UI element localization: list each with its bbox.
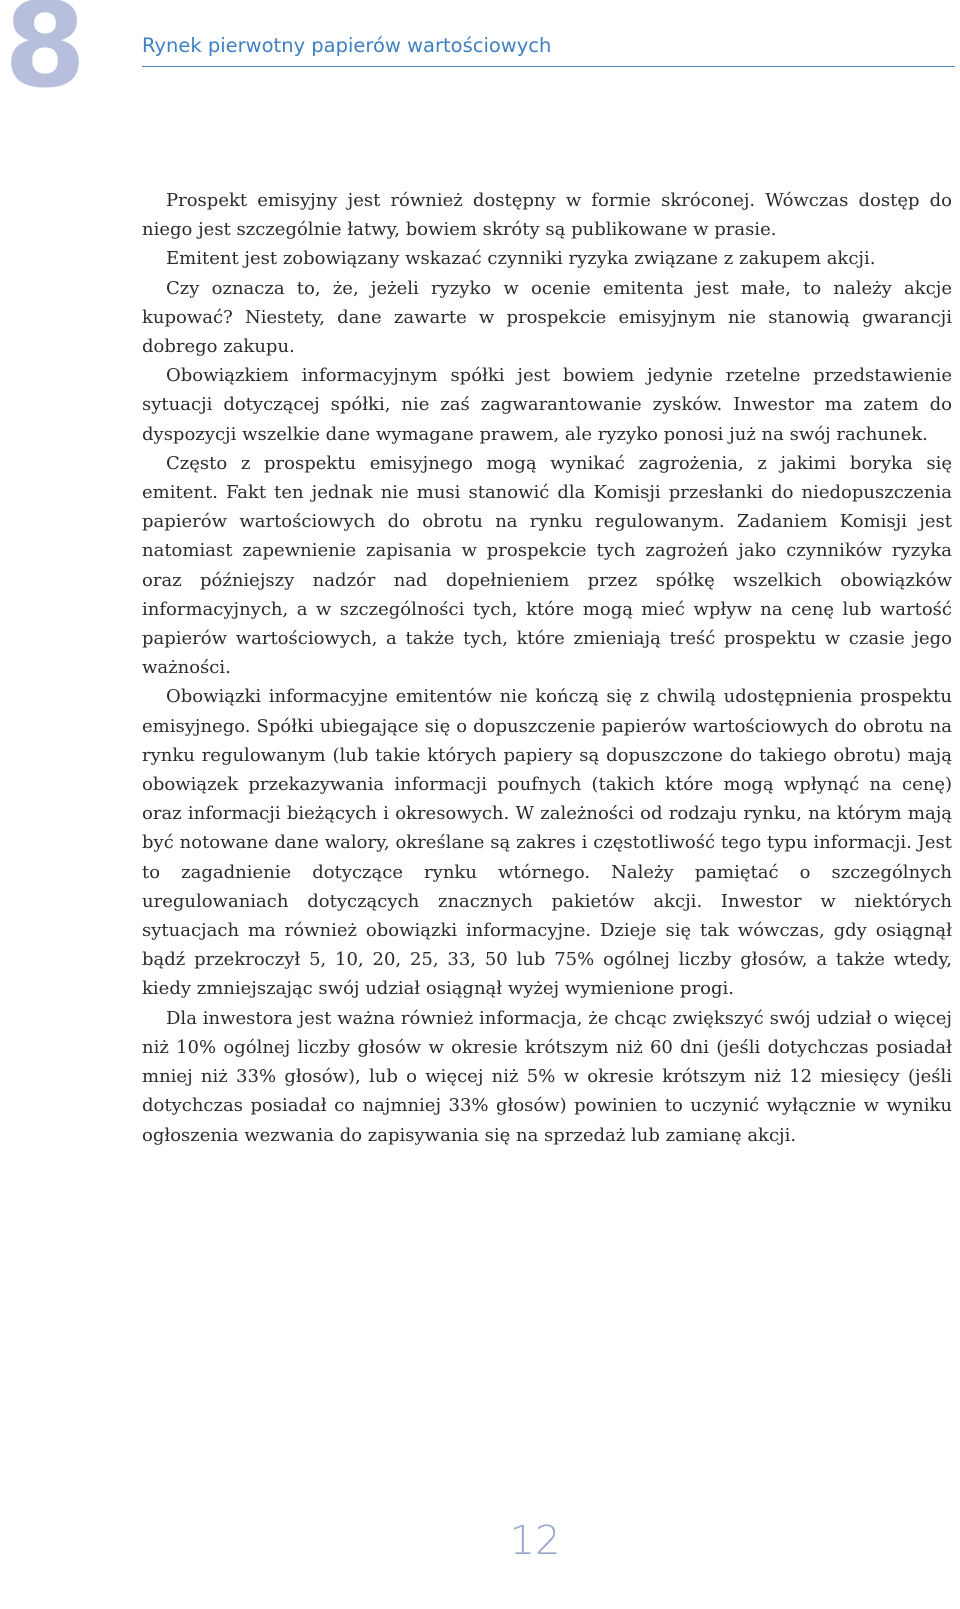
header-divider: [142, 66, 955, 67]
paragraph: Często z prospektu emisyjnego mogą wynikać zagrożenia, z jakimi boryka się emitent. Fakt ten jednak nie musi stanowić dla Komisji przesłanki do niedopuszczenia papierów wartościowych do obrotu na rynku regulowanym. Zadaniem Komisji jest natomiast zapewnienie zapisania w prospekcie tych zagrożeń jako czynników ryzyka oraz późniejszy nadzór nad dopełnieniem przez spółkę wszelkich obowiązków informacyjnych, a w szczególności tych, które mogą mieć wpływ na cenę lub wartość papierów wartościowych, a także tych, które zmieniają treść prospektu w czasie jego ważności.: [142, 452, 952, 679]
paragraph: Dla inwestora jest ważna również informacja, że chcąc zwiększyć swój udział o więcej niż 10% ogólnej liczby głosów w okresie krótszym niż 60 dni (jeśli dotychczas posiadał mniej niż 33% głosów), lub o więcej niż 5% w okresie krótszym niż 12 miesięcy (jeśli dotychczas posiadał co najmniej 33% głosów) powinien to uczynić wyłącznie w wyniku ogłoszenia wezwania do zapisywania się na sprzedaż lub zamianę akcji.: [142, 1007, 952, 1146]
chapter-number: 8: [4, 0, 85, 114]
paragraph: Emitent jest zobowiązany wskazać czynniki ryzyka związane z zakupem akcji.: [166, 248, 876, 270]
paragraph: Czy oznacza to, że, jeżeli ryzyko w ocenie emitenta jest małe, to należy akcje kupować? Niestety, dane zawarte w prospekcie emisyjnym nie stanowią gwarancji dobrego zakupu.: [142, 277, 952, 358]
paragraph: Obowiązki informacyjne emitentów nie kończą się z chwilą udostępnienia prospektu emisyjnego. Spółki ubiegające się o dopuszczenie papierów wartościowych do obrotu na rynku regulowanym (lub takie których papiery są dopuszczone do takiego obrotu) mają obowiązek przekazywania informacji poufnych (takich które mogą wpłynąć na cenę) oraz informacji bieżących i okresowych. W zależności od rodzaju rynku, na którym mają być notowane dane walory, określane są zakres i częstotliwość tego typu informacji. Jest to zagadnienie dotyczące rynku wtórnego. Należy pamiętać o szczególnych uregulowaniach dotyczących znacznych pakietów akcji. Inwestor w niektórych sytuacjach ma również obowiązki informacyjne. Dzieje się tak wówczas, gdy osiągnął bądź przekroczył 5, 10, 20, 25, 33, 50 lub 75% ogólnej liczby głosów, a także wtedy, kiedy zmniejszając swój udział osiągnął wyżej wymienione progi.: [142, 686, 952, 1000]
page-number: 12: [509, 1518, 561, 1564]
body-text: [142, 186, 952, 1150]
paragraph: Obowiązkiem informacyjnym spółki jest bowiem jedynie rzetelne przedstawienie sytuacji dotyczącej spółki, nie zaś zagwarantowanie zysków. Inwestor ma zatem do dyspozycji wszelkie dane wymagane prawem, ale ryzyko ponosi już na swój rachunek.: [142, 365, 952, 445]
paragraph: Prospekt emisyjny jest również dostępny w formie skróconej. Wówczas dostęp do niego jest szczególnie łatwy, bowiem skróty są publikowane w prasie.: [142, 190, 952, 241]
running-header-title: Rynek pierwotny papierów wartościowych: [142, 34, 552, 57]
